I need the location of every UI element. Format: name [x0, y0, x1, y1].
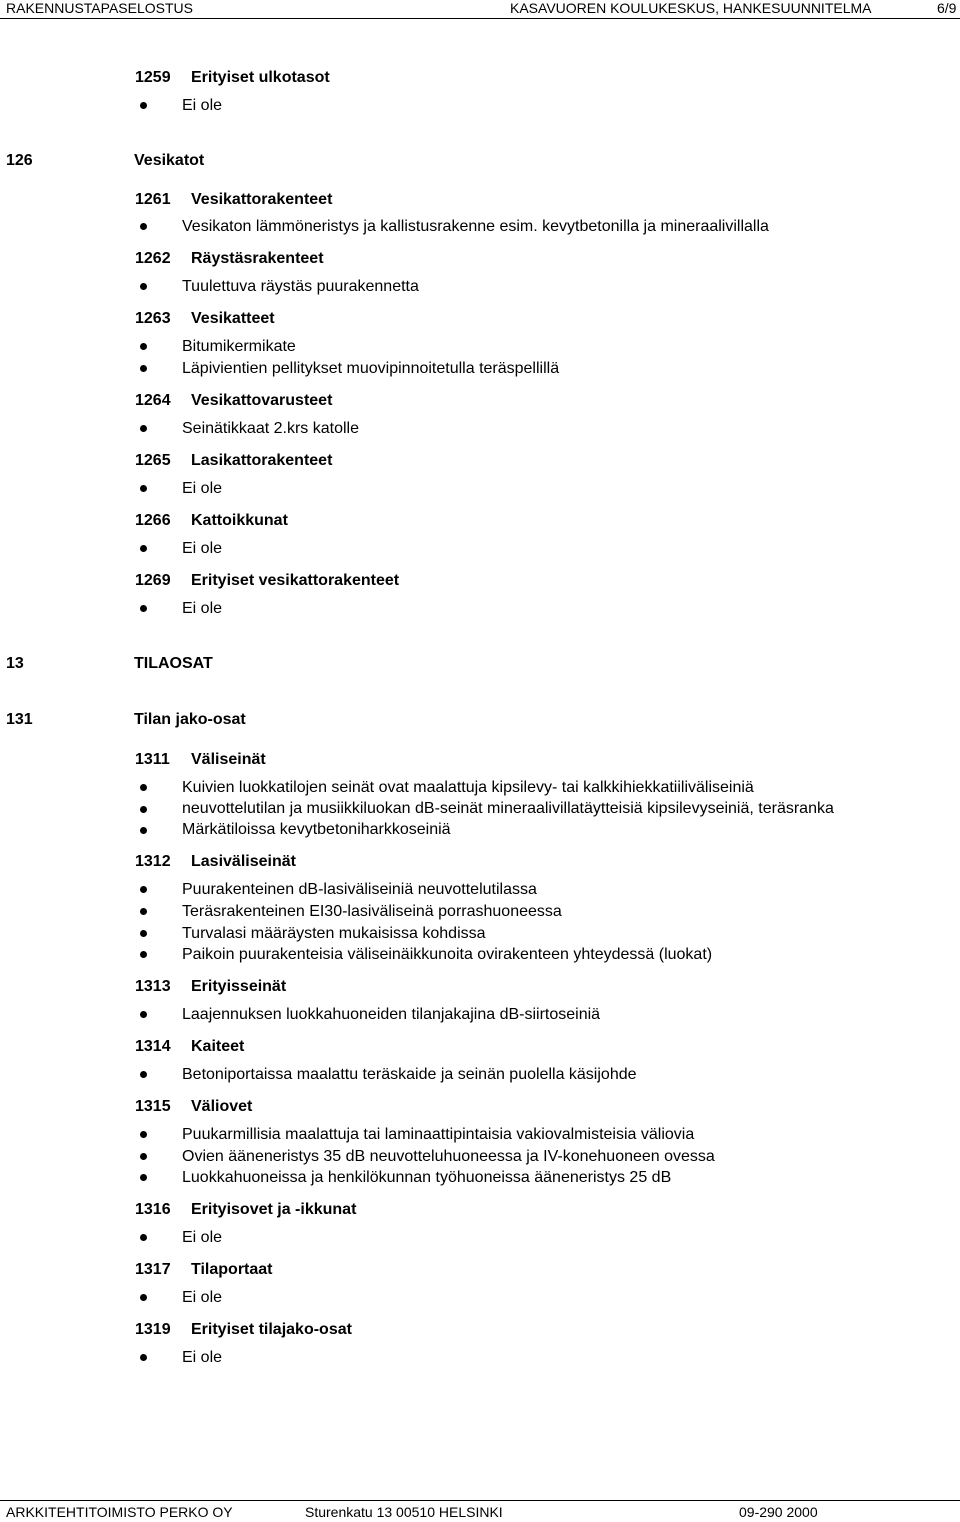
list-item: Ei ole — [182, 480, 223, 497]
list-item: Betoniportaissa maalattu teräskaide ja seinän puolella käsijohde — [182, 1066, 637, 1083]
bullet-dot — [140, 806, 147, 813]
list-item: Kuivien luokkatilojen seinät ovat maalattuja kipsilevy- tai kalkkihiekkatiiliväliseiniä — [182, 779, 754, 796]
section-heading-1314: 1314 Kaiteet — [135, 1038, 245, 1055]
bullet-dot — [140, 1234, 147, 1241]
list-item: Ovien ääneneristys 35 dB neuvotteluhuoneessa ja IV-konehuoneen ovessa — [182, 1148, 715, 1165]
list-item: Läpivientien pellitykset muovipinnoitetulla teräspellillä — [182, 360, 560, 377]
bullet-dot — [140, 784, 147, 791]
section-heading-1261: 1261 Vesikattorakenteet — [135, 191, 333, 208]
bullet-dot — [140, 1011, 147, 1018]
bullet-dot — [140, 283, 147, 290]
list-item: Seinätikkaat 2.krs katolle — [182, 420, 359, 437]
bullet-dot — [140, 908, 147, 915]
document-type: RAKENNUSTAPASELOSTUS — [6, 0, 193, 16]
bullet-dot — [140, 1354, 147, 1361]
page-number: 6/9 — [937, 0, 957, 16]
section-heading-1263: 1263 Vesikatteet — [135, 310, 275, 327]
footer-office: ARKKITEHTITOIMISTO PERKO OY — [6, 1504, 233, 1520]
section-heading-1317: 1317 Tilaportaat — [135, 1261, 273, 1278]
section-heading-1311: 1311 Väliseinät — [135, 751, 266, 768]
bullet-dot — [140, 886, 147, 893]
list-item: Vesikaton lämmöneristys ja kallistusrakenne esim. kevytbetonilla ja mineraalivillalla — [182, 218, 769, 235]
section-heading-1319: 1319 Erityiset tilajako-osat — [135, 1321, 352, 1338]
list-item: Ei ole — [182, 600, 223, 617]
bullet-dot — [140, 1153, 147, 1160]
bullet-dot — [140, 343, 147, 350]
list-item: Ei ole — [182, 1229, 223, 1246]
section-heading-1259: 1259 Erityiset ulkotasot — [135, 69, 330, 86]
section-heading-1265: 1265 Lasikattorakenteet — [135, 452, 333, 469]
section-heading-1262: 1262 Räystäsrakenteet — [135, 250, 324, 267]
section-heading-1316: 1316 Erityisovet ja -ikkunat — [135, 1201, 357, 1218]
bullet-dot — [140, 605, 147, 612]
bullet-dot — [140, 102, 147, 109]
list-item: Ei ole — [182, 97, 223, 114]
footer-address: Sturenkatu 13 00510 HELSINKI — [305, 1504, 503, 1520]
header-rule — [0, 18, 960, 19]
bullet-dot — [140, 827, 147, 834]
project-title: KASAVUOREN KOULUKESKUS, HANKESUUNNITELMA — [510, 0, 872, 16]
list-item: Luokkahuoneissa ja henkilökunnan työhuoneissa ääneneristys 25 dB — [182, 1169, 672, 1186]
bullet-dot — [140, 1071, 147, 1078]
section-heading-1266: 1266 Kattoikkunat — [135, 512, 288, 529]
footer-rule — [0, 1500, 960, 1501]
section-heading-1269: 1269 Erityiset vesikattorakenteet — [135, 572, 400, 589]
list-item: Laajennuksen luokkahuoneiden tilanjakajina dB-siirtoseiniä — [182, 1006, 601, 1023]
list-item: Teräsrakenteinen EI30-lasiväliseinä porrashuoneessa — [182, 903, 562, 920]
list-item: Tuulettuva räystäs puurakennetta — [182, 278, 419, 295]
page-header — [0, 0, 960, 16]
list-item: Ei ole — [182, 1349, 223, 1366]
list-item: Paikoin puurakenteisia väliseinäikkunoita ovirakenteen yhteydessä (luokat) — [182, 946, 713, 963]
bullet-dot — [140, 485, 147, 492]
list-item: Märkätiloissa kevytbetoniharkkoseiniä — [182, 821, 451, 838]
bullet-dot — [140, 930, 147, 937]
section-heading-1264: 1264 Vesikattovarusteet — [135, 392, 333, 409]
bullet-dot — [140, 951, 147, 958]
list-item: Ei ole — [182, 540, 223, 557]
list-item: Puurakenteinen dB-lasiväliseiniä neuvottelutilassa — [182, 881, 537, 898]
bullet-dot — [140, 425, 147, 432]
footer-phone: 09-290 2000 — [739, 1504, 818, 1520]
section-heading-1312: 1312 Lasiväliseinät — [135, 853, 296, 870]
bullet-dot — [140, 545, 147, 552]
list-item: Turvalasi määräysten mukaisissa kohdissa — [182, 925, 486, 942]
list-item: Puukarmillisia maalattuja tai laminaattipintaisia vakiovalmisteisia väliovia — [182, 1126, 695, 1143]
bullet-dot — [140, 1294, 147, 1301]
list-item: Bitumikermikate — [182, 338, 296, 355]
bullet-dot — [140, 1131, 147, 1138]
bullet-dot — [140, 365, 147, 372]
section-heading-1313: 1313 Erityisseinät — [135, 978, 287, 995]
bullet-dot — [140, 223, 147, 230]
section-heading-1315: 1315 Väliovet — [135, 1098, 253, 1115]
bullet-dot — [140, 1174, 147, 1181]
list-item: Ei ole — [182, 1289, 223, 1306]
list-item: neuvottelutilan ja musiikkiluokan dB-seinät mineraalivillatäytteisiä kipsilevyseiniä, teräsranka — [182, 800, 834, 817]
